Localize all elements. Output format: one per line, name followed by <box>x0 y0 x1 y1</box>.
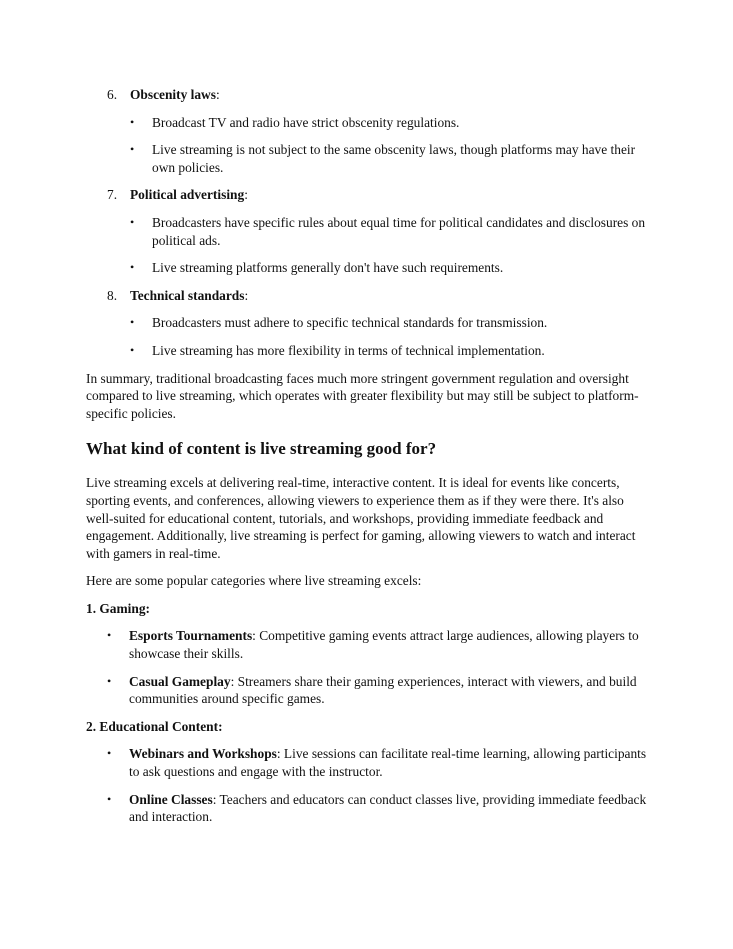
regulation-heading: Political advertising: <box>130 187 248 203</box>
list-item: • Live streaming has more flexibility in terms of technical implementation. <box>130 342 545 358</box>
regulation-title: Technical standards <box>130 287 245 303</box>
bullet-list <box>130 214 648 277</box>
bullet-list <box>130 114 648 177</box>
category-educational <box>86 718 648 826</box>
bullet-icon: • <box>130 342 135 357</box>
regulation-heading: Obscenity laws: <box>130 87 220 102</box>
list-number: 7. <box>107 187 118 203</box>
category-heading: 2. Educational Content: <box>86 718 223 734</box>
regulation-title: Political advertising <box>130 187 245 203</box>
summary-paragraph: In summary, traditional broadcasting faces much more stringent government regulation and oversight compared to live streaming, which operates with greater flexibility but may still be subject to platform-specific policies. <box>86 370 639 421</box>
list-item: • Broadcast TV and radio have strict obscenity regulations. <box>130 114 460 130</box>
bullet-icon: • <box>130 142 135 157</box>
regulation-item-8 <box>86 287 648 360</box>
category-gaming <box>86 600 648 708</box>
intro-paragraph: Live streaming excels at delivering real-time, interactive content. It is ideal for events like concerts, sporting events, and conferences, allowing viewers to experience them as if they were there. It's also well-suited for educational content, tutorials, and workshops, providing immediate feedback and engagement. Additionally, live streaming is perfect for gaming, allowing viewers to watch and interact with gamers in real-time. <box>86 475 636 561</box>
regulation-item-7 <box>86 186 648 276</box>
category-heading: 1. Gaming: <box>86 600 150 616</box>
regulation-list <box>86 86 648 360</box>
regulation-item-6 <box>86 86 648 176</box>
list-item: • Casual Gameplay: Streamers share their gaming experiences, interact with viewers, and build communities around specific games. <box>107 673 637 707</box>
regulation-heading: Technical standards: <box>130 287 249 303</box>
bullet-icon: • <box>107 746 112 761</box>
list-item: • Live streaming is not subject to the same obscenity laws, though platforms may have their own policies. <box>130 142 636 175</box>
bullet-icon: • <box>130 315 135 330</box>
list-item: • Live streaming platforms generally don't have such requirements. <box>130 260 504 276</box>
bullet-icon: • <box>130 260 135 275</box>
list-item: • Esports Tournaments: Competitive gaming events attract large audiences, allowing players to showcase their skills. <box>107 628 639 662</box>
item-term: Casual Gameplay <box>129 673 231 689</box>
bullet-icon: • <box>107 791 112 806</box>
bullet-list <box>86 745 648 825</box>
bullet-list <box>86 627 648 707</box>
document-page <box>86 86 648 836</box>
bullet-icon: • <box>130 114 135 129</box>
regulation-title: Obscenity laws <box>130 87 216 102</box>
bullet-list <box>130 314 648 359</box>
list-number: 6. <box>107 87 118 102</box>
item-term: Online Classes <box>129 791 213 807</box>
list-item: • Broadcasters must adhere to specific technical standards for transmission. <box>130 315 548 331</box>
section-heading: What kind of content is live streaming good for? <box>86 439 437 459</box>
bullet-icon: • <box>107 673 112 688</box>
list-item: • Broadcasters have specific rules about equal time for political candidates and disclosures on political ads. <box>130 214 646 248</box>
item-term: Esports Tournaments <box>129 628 253 644</box>
bullet-icon: • <box>130 214 135 229</box>
list-number: 8. <box>107 287 118 303</box>
categories-intro: Here are some popular categories where live streaming excels: <box>86 573 422 589</box>
item-term: Webinars and Workshops <box>129 746 277 762</box>
list-item: • Webinars and Workshops: Live sessions can facilitate real-time learning, allowing participants to ask questions and engage with the instructor. <box>107 746 647 780</box>
list-item: • Online Classes: Teachers and educators can conduct classes live, providing immediate feedback and interaction. <box>107 791 647 825</box>
bullet-icon: • <box>107 628 112 643</box>
